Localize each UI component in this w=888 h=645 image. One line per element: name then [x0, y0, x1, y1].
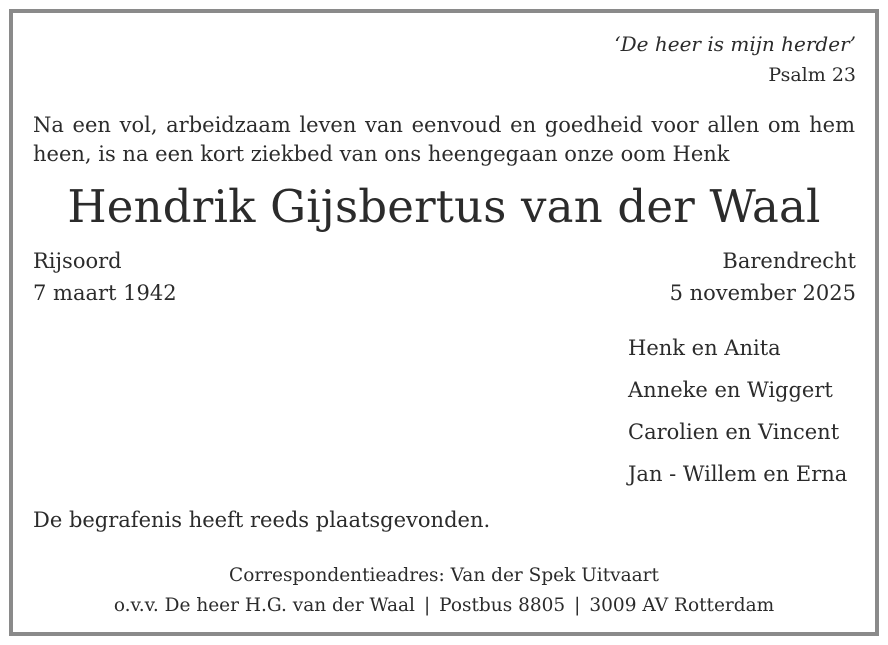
death-place: Barendrecht	[722, 249, 856, 273]
announcement-border	[9, 9, 879, 636]
family-list	[628, 333, 847, 501]
intro-line-1: Na een vol, arbeidzaam leven van eenvoud en goedheid voor allen om hem	[33, 113, 855, 137]
deceased-name: Hendrik Gijsbertus van der Waal	[67, 180, 821, 233]
separator: |	[423, 595, 431, 616]
family-member: Henk en Anita	[628, 336, 781, 360]
birth-date: 7 maart 1942	[33, 281, 177, 305]
motto-reference: Psalm 23	[768, 64, 856, 86]
intro-line-2: heen, is na een kort ziekbed van ons heengegaan onze oom Henk	[33, 142, 730, 166]
birth-place: Rijsoord	[33, 249, 122, 273]
correspondence-details	[0, 595, 888, 616]
family-member: Jan - Willem en Erna	[628, 462, 848, 486]
family-member: Anneke en Wiggert	[628, 378, 833, 402]
death-date: 5 november 2025	[669, 281, 856, 305]
motto-quote: ‘De heer is mijn herder’	[614, 32, 856, 56]
correspondence-city: 3009 AV Rotterdam	[589, 595, 775, 616]
intro-text	[33, 111, 855, 169]
funeral-note: De begrafenis heeft reeds plaatsgevonden.	[33, 508, 491, 532]
correspondence-postbus: Postbus 8805	[439, 595, 566, 616]
separator: |	[574, 595, 581, 616]
correspondence-contact: o.v.v. De heer H.G. van der Waal	[113, 595, 415, 616]
family-member: Carolien en Vincent	[628, 420, 840, 444]
correspondence-address: Correspondentieadres: Van der Spek Uitvaart	[229, 565, 659, 586]
